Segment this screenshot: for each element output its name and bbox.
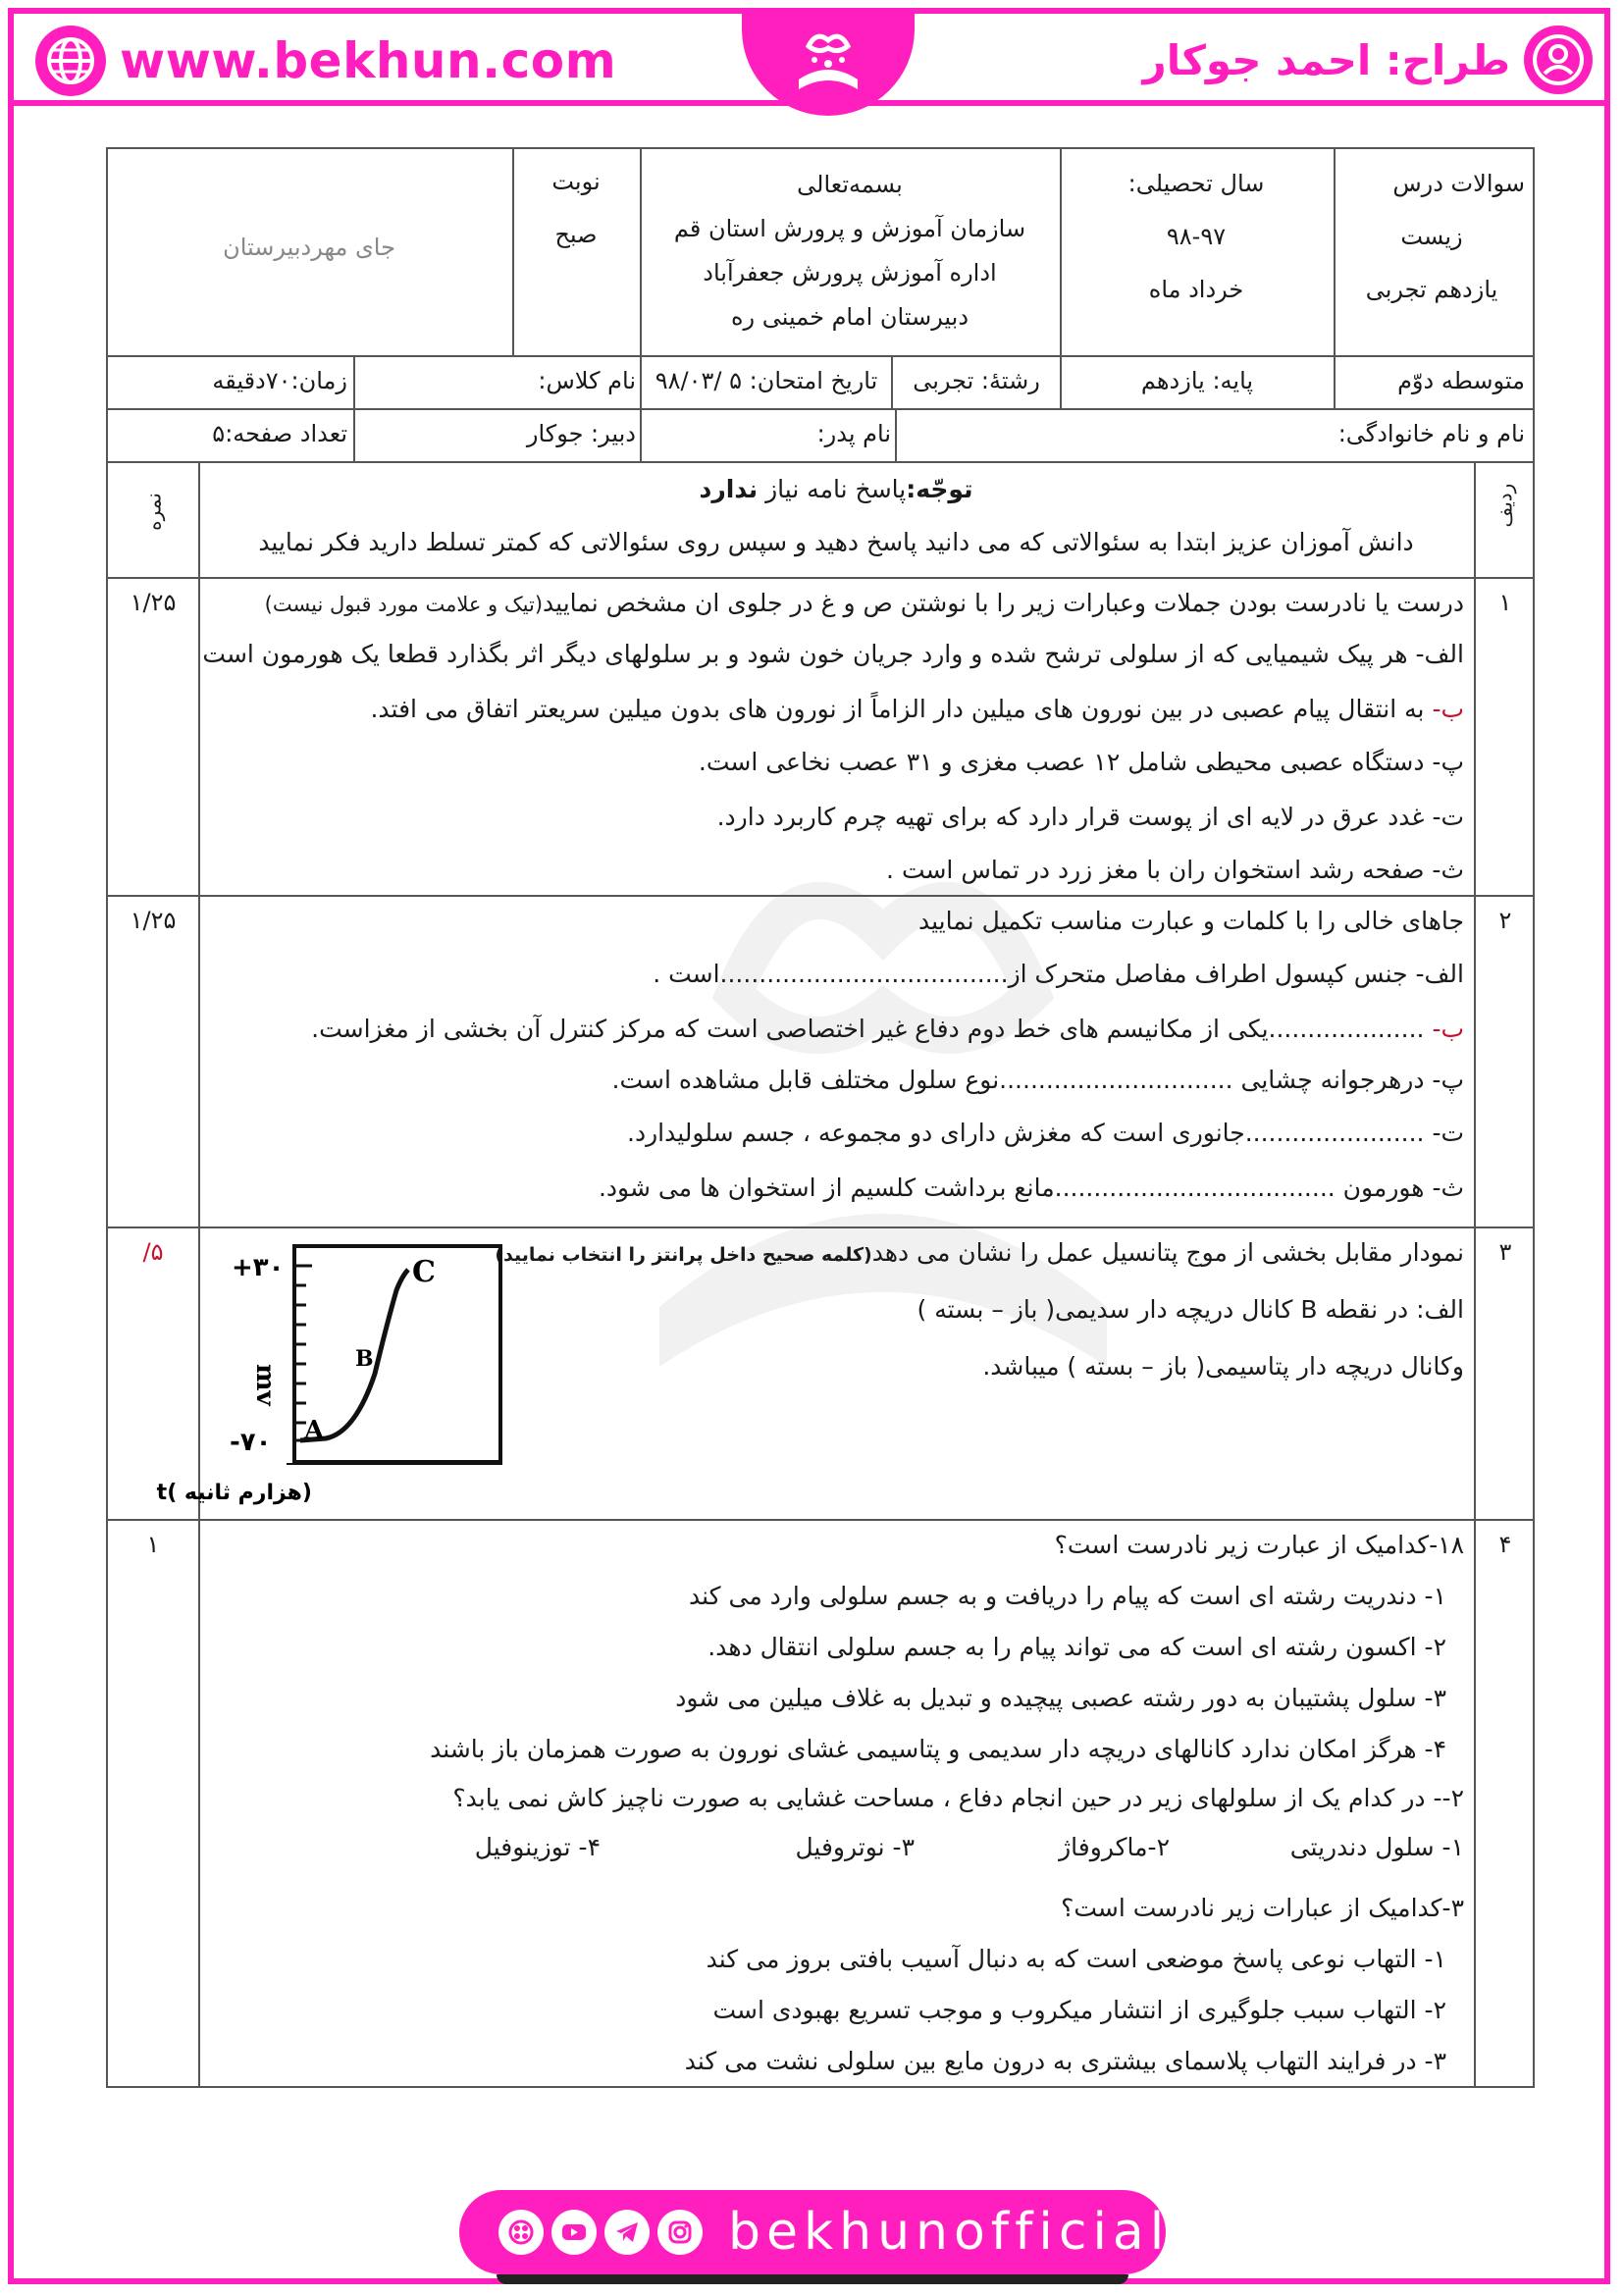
point-a-label: A (304, 1416, 325, 1445)
mcq-option: ۲-ماکروفاژ (1059, 1833, 1170, 1861)
year: ۹۸-۹۷ (1166, 223, 1227, 250)
question-4-body (202, 1523, 1464, 2086)
field: رشتهٔ: تجربی (913, 367, 1040, 394)
question-2-body (202, 899, 1464, 1223)
aparat-icon[interactable] (498, 2210, 544, 2255)
fill-blank-item (311, 1015, 1464, 1043)
fill-blank-item: الف- جنس کپسول اطراف مفاصل متحرک از.....................................است . (653, 960, 1464, 988)
question-number: ۱ (1498, 589, 1512, 616)
notice-title-emph: ندارد (699, 475, 759, 503)
statement-item (370, 695, 1464, 723)
statement-item: الف- هر پیک شیمیایی که از سلولی ترشح شده و وارد جریان خون شود و بر سلولهای دیگر اثر بگذارد قطعا یک هورمون است (202, 640, 1464, 668)
notice-title-bold: توجّه: (906, 475, 973, 503)
year-block (1064, 157, 1329, 316)
potential-curve (300, 1270, 408, 1440)
question-score: ۱/۲۵ (130, 907, 177, 934)
statement-item: ث- صفحه رشد استخوان ران با مغز زرد در تماس است . (886, 856, 1464, 884)
page-count: تعداد صفحه:۵ (212, 420, 347, 447)
statement-item-text: به انتقال پیام عصبی در بین نورون های میلین دار الزاماً از نورون های بدون میلین سریعتر اتفاق می افتد. (370, 695, 1425, 723)
question-score: ۱ (146, 1531, 160, 1558)
subject-title: سوالات درس (1392, 170, 1525, 197)
shift: صبح (554, 221, 598, 248)
fill-blank-item: پ- درهرجوانه چشایی ..............................نوع سلول مختلف قابل مشاهده است. (611, 1066, 1464, 1094)
question-3-instruction (495, 1238, 1464, 1267)
mcq-option: ۴- هرگز امکان ندارد کانالهای دریچه دار سدیمی و پتاسیمی غشای نورون به صورت همزمان باز باشند (430, 1735, 1446, 1763)
question-1-instruction (265, 589, 1464, 617)
question-1-body (202, 581, 1464, 891)
level: متوسطه دوّم (1397, 367, 1525, 394)
shift-block (516, 155, 636, 261)
social-handle[interactable]: bekhunofficial (728, 2203, 1171, 2262)
social-footer (459, 2190, 1171, 2274)
base: پایه: یازدهم (1140, 367, 1254, 394)
fill-blank-item: ث- هورمون ....................................مانع برداشت کلسیم از استخوان ها می شود. (598, 1174, 1464, 1202)
class-name-field[interactable]: نام کلاس: (538, 367, 636, 394)
exam-date: تاریخ امتحان: ۵ /۹۸/۰۳ (655, 367, 878, 394)
site-url[interactable]: www.bekhun.com (120, 32, 617, 89)
grade-field: یازدهم تجربی (1365, 276, 1498, 303)
org-line-1: بسمه‌تعالی (797, 171, 903, 198)
book-logo-icon (769, 21, 887, 109)
point-b-label: B (355, 1346, 374, 1372)
mcq-option: ۲- اکسون رشته ای است که می تواند پیام را به جسم سلولی انتقال دهد. (707, 1633, 1446, 1661)
mcq-option: ۳- سلول پشتیبان به دور رشته عصبی پیچیده و تبدیل به غلاف میلین می شود (675, 1684, 1446, 1712)
instruction-note: (تیک و علامت مورد قبول نیست) (264, 593, 544, 616)
mcq-option: ۲- التهاب سبب جلوگیری از انتشار میکروب و موجب تسریع بهبودی است (712, 1996, 1446, 2024)
row-column-label: ردیف (1493, 483, 1517, 528)
graph-question-item: الف: در نقطه B کانال دریچه دار سدیمی( باز – بسته ) (917, 1295, 1464, 1324)
top-banner (14, 14, 1610, 108)
social-icons (498, 2210, 703, 2255)
user-icon (1524, 26, 1593, 94)
question-number: ۴ (1498, 1531, 1512, 1558)
mcq-option: ۴- توزینوفیل (474, 1833, 601, 1861)
action-potential-graph (156, 1236, 512, 1521)
exam-sheet (106, 147, 1535, 2088)
fill-blank-item: ت- .......................جانوری است که مغزش دارای دو مجموعه ، جسم سلولیدارد. (627, 1119, 1464, 1147)
mcq-option: ۱- سلول دندریتی (1289, 1833, 1464, 1861)
shift-label: نوبت (551, 168, 601, 195)
y-unit-label: mv (250, 1364, 280, 1406)
graph-ticks (294, 1266, 312, 1440)
mcq-option: ۱- التهاب نوعی پاسخ موضعی است که به دنبال آسیب بافتی بروز می کند (706, 1945, 1446, 1973)
question-score: /۵ (142, 1238, 164, 1266)
question-score: ۱/۲۵ (130, 589, 177, 616)
designer-block (1143, 26, 1593, 94)
fill-blank-text: ....................یکی از مکانیسم های خط دوم دفاع غیر اختصاصی است که مرکز کنترل آن بخشی از مغزاست. (311, 1015, 1425, 1043)
instruction-note: (کلمه صحیح داخل پرانتز را انتخاب نمایید) (495, 1244, 872, 1266)
item-prefix: ب- (1432, 695, 1464, 723)
statement-item: ت- غدد عرق در لایه ای از پوست قرار دارد که برای تهیه چرم کاربرد دارد. (716, 803, 1464, 831)
year-label: سال تحصیلی: (1127, 170, 1265, 197)
exam-time: زمان:۷۰دقیقه (212, 367, 347, 394)
mcq-stem: ۲-- در کدام یک از سلولهای زیر در حین انجام دفاع ، مساحت غشایی به صورت ناچیز کاش نمی یابد؟ (452, 1784, 1464, 1812)
mcq-stem: ۱۸-کدامیک از عبارت زیر نادرست است؟ (1054, 1531, 1464, 1559)
y-bottom-label: -۷۰ (230, 1428, 272, 1457)
question-2-instruction: جاهای خالی را با کلمات و عبارت مناسب تکمیل نمایید (917, 907, 1464, 935)
org-line-2: سازمان آموزش و پرورش استان قم (673, 215, 1026, 242)
mcq-option: ۳- در فرایند التهاب پلاسمای بیشتری به درون مایع بین سلولی نشت می کند (684, 2047, 1446, 2075)
org-line-4: دبیرستان امام خمینی ره (730, 303, 969, 331)
statement-item: پ- دستگاه عصبی محیطی شامل ۱۲ عصب مغزی و ۳۱ عصب نخاعی است. (698, 748, 1464, 776)
mcq-option: ۱- دندریت رشته ای است که پیام را دریافت و به جسم سلولی وارد می کند (688, 1582, 1446, 1610)
x-axis-label: (هزارم ثانیه )t (156, 1481, 312, 1505)
teacher: دبیر: جوکار (526, 420, 636, 447)
item-prefix: ب- (1432, 1015, 1464, 1043)
score-column-label: نمره (141, 493, 166, 531)
youtube-icon[interactable] (551, 2210, 597, 2255)
mcq-option: ۳- نوتروفیل (795, 1833, 915, 1861)
instruction-text: درست یا نادرست بودن جملات وعبارات زیر را با نوشتن ص و غ در جلوی ان مشخص نمایید (543, 589, 1464, 617)
designer-name: طراح: احمد جوکار (1142, 35, 1510, 84)
telegram-icon[interactable] (604, 2210, 650, 2255)
point-c-label: C (412, 1255, 436, 1289)
notice-title (202, 473, 1470, 506)
globe-icon (35, 26, 106, 96)
y-top-label: +۳۰ (232, 1253, 285, 1282)
subject: زیست (1400, 223, 1463, 250)
site-link[interactable] (35, 26, 616, 96)
instruction-text: نمودار مقابل بخشی از موج پتانسیل عمل را نشان می دهد (871, 1238, 1464, 1267)
question-number: ۳ (1498, 1238, 1512, 1266)
question-number: ۲ (1498, 907, 1512, 934)
notice-line: دانش آموزان عزیز ابتدا به سئوالاتی که می دانید پاسخ دهید و سپس روی سئوالاتی که کمتر تسلط دارید فکر نمایید (258, 528, 1414, 556)
instagram-icon[interactable] (657, 2210, 703, 2255)
graph-frame (294, 1246, 500, 1462)
org-line-3: اداره آموزش پرورش جعفرآباد (703, 259, 997, 287)
stamp-placeholder: جای مهردبیرستان (223, 234, 395, 261)
student-name-field[interactable]: نام و نام خانوادگی: (1337, 420, 1525, 447)
organization-block (644, 163, 1056, 339)
mcq-option-row (385, 1833, 1464, 1872)
month: خرداد ماه (1148, 276, 1244, 303)
mcq-stem: ۳-کدامیک از عبارات زیر نادرست است؟ (1061, 1894, 1464, 1922)
footer-shadow (497, 2274, 1128, 2284)
subject-block (1338, 157, 1525, 316)
graph-question-item: وکانال دریچه دار پتاسیمی( باز – بسته ) میباشد. (982, 1352, 1464, 1381)
father-name-field[interactable]: نام پدر: (816, 420, 891, 447)
notice-title-rest: پاسخ نامه نیاز (758, 475, 907, 503)
